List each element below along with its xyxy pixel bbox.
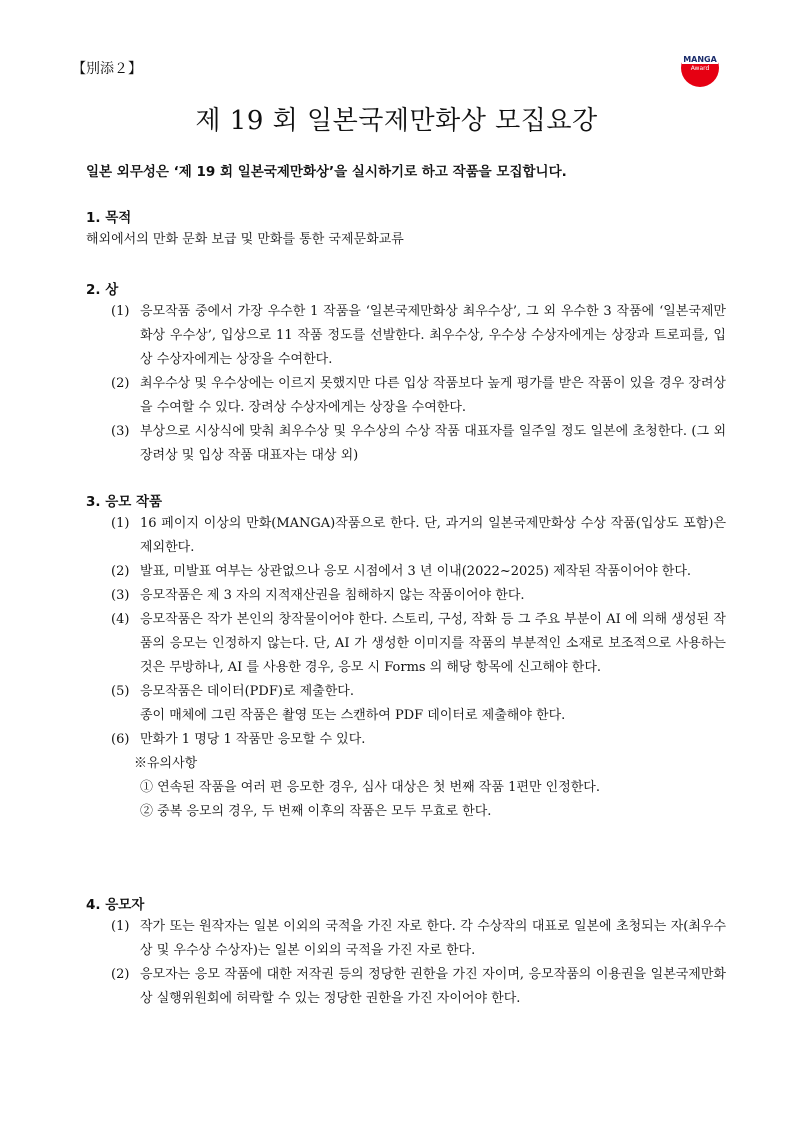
item-text: 만화가 1 명당 1 작품만 응모할 수 있다.	[140, 732, 366, 747]
item-text: 부상으로 시상식에 맞춰 최우수상 및 우수상의 수상 작품 대표자를 일주일 정도 일본에 초청한다. (그 외 장려상 및 입상 작품 대표자는 대상 외)	[140, 424, 726, 463]
item-text: 응모자는 응모 작품에 대한 저작권 등의 정당한 권한을 가진 자이며, 응모작품의 이용권을 일본국제만화상 실행위원회에 허락할 수 있는 정당한 권한을 가진 자이어야 한다.	[140, 967, 726, 1006]
list-item	[86, 512, 726, 560]
list-item	[86, 420, 726, 468]
section-purpose	[86, 206, 726, 252]
list-item	[86, 372, 726, 420]
item-number: (1)	[111, 516, 130, 531]
item-text: 작가 또는 원작자는 일본 이외의 국적을 가진 자로 한다. 각 수상작의 대표로 일본에 초청되는 자(최우수상 및 우수상 수상자)는 일본 이외의 국적을 가진 자로 한다.	[140, 919, 726, 958]
list-item	[86, 680, 726, 704]
item-number: (1)	[111, 304, 130, 319]
section-awards	[86, 278, 726, 468]
item-number: (1)	[111, 919, 130, 934]
note-item: ① 연속된 작품을 여러 편 응모한 경우, 심사 대상은 첫 번째 작품 1편만 인정한다.	[140, 780, 600, 795]
item-text: 발표, 미발표 여부는 상관없으나 응모 시점에서 3 년 이내(2022~2025) 제작된 작품이어야 한다.	[140, 564, 692, 579]
item-number: (3)	[111, 424, 130, 439]
item-text: 응모작품은 데이터(PDF)로 제출한다.	[140, 684, 354, 699]
intro-text: 일본 외무성은 ‘제 19 회 일본국제만화상’을 실시하기로 하고 작품을 모집합니다.	[86, 164, 567, 180]
item-number: (2)	[111, 376, 130, 391]
item-text: 최우수상 및 우수상에는 이르지 못했지만 다른 입상 작품보다 높게 평가를 받은 작품이 있을 경우 장려상을 수여할 수 있다. 장려상 수상자에게는 상장을 수여한다.	[140, 376, 726, 415]
note-item: ② 중복 응모의 경우, 두 번째 이후의 작품은 모두 무효로 한다.	[140, 804, 492, 819]
item-number: (5)	[111, 684, 130, 699]
list-item	[86, 560, 726, 584]
section-heading: 2. 상	[86, 282, 119, 298]
list-item	[86, 963, 726, 1011]
section-applicants	[86, 893, 726, 1011]
item-number: (3)	[111, 588, 130, 603]
item-text: 응모작품은 작가 본인의 창작물이어야 한다. 스토리, 구성, 작화 등 그 주요 부분이 AI 에 의해 생성된 작품의 응모는 인정하지 않는다. 단, AI 가 생성한 이미지를 작품의 부분적인 소재로 보조적으로 사용하는 것은 무방하나, AI 를 사용한 경우, 응모 시 Forms 의 해당 항목에 신고해야 한다.	[140, 612, 726, 675]
page-title: 제 19 회 일본국제만화상 모집요강	[195, 106, 598, 136]
item-number: (2)	[111, 967, 130, 982]
item-subtext: 종이 매체에 그린 작품은 촬영 또는 스캔하여 PDF 데이터로 제출해야 한다.	[140, 708, 566, 723]
svg-text:Award: Award	[690, 65, 710, 72]
item-number: (6)	[111, 732, 130, 747]
section-entries	[86, 490, 726, 824]
item-text: 응모작품 중에서 가장 우수한 1 작품을 ‘일본국제만화상 최우수상’, 그 외 우수한 3 작품에 ‘일본국제만화상 우수상’, 입상으로 11 작품 정도를 선발한다. 최우수상, 우수상 수상자에게는 상장과 트로피를, 입상 수상자에게는 상장을 수여한다.	[140, 304, 726, 367]
item-text: 16 페이지 이상의 만화(MANGA)작품으로 한다. 단, 과거의 일본국제만화상 수상 작품(입상도 포함)은 제외한다.	[140, 516, 726, 555]
annex-label: 【別添２】	[72, 61, 142, 77]
section-heading: 3. 응모 작품	[86, 494, 163, 510]
list-item	[86, 608, 726, 680]
item-text: 응모작품은 제 3 자의 지적재산권을 침해하지 않는 작품이어야 한다.	[140, 588, 525, 603]
list-item	[86, 915, 726, 963]
svg-text:MANGA: MANGA	[683, 55, 717, 64]
section-heading: 1. 목적	[86, 210, 132, 226]
note-heading: ※유의사항	[134, 756, 198, 771]
manga-award-logo	[678, 44, 722, 88]
item-number: (2)	[111, 564, 130, 579]
section-body: 해외에서의 만화 문화 보급 및 만화를 통한 국제문화교류	[86, 232, 404, 247]
section-heading: 4. 응모자	[86, 897, 145, 913]
item-number: (4)	[111, 612, 130, 627]
list-item	[86, 728, 726, 752]
list-item	[86, 300, 726, 372]
list-item	[86, 584, 726, 608]
